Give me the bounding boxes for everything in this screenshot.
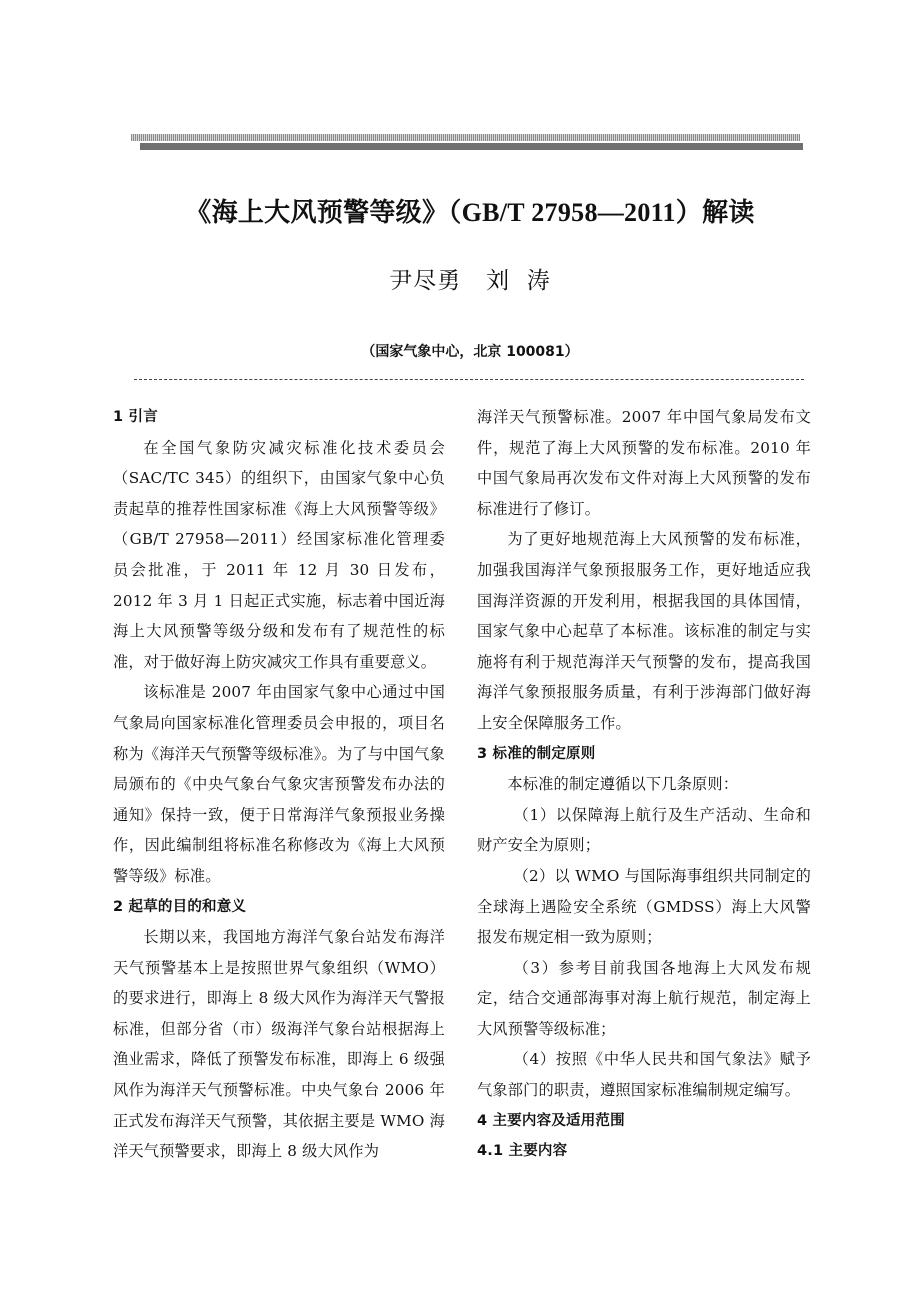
section-1-paragraph-2: 该标准是 2007 年由国家气象中心通过中国气象局向国家标准化管理委员会申报的，项目名称为《海洋天气预警等级标准》。为了与中国气象局颁布的《中央气象台气象灾害预警发布办法的通知》保持一致，便于日常海洋气象预报业务操作，因此编制组将标准名称修改为《海上大风预警等级》标准。 — [113, 683, 445, 885]
right-text-column — [477, 402, 811, 1167]
paper-authors: 尹尽勇 刘 涛 — [389, 268, 551, 294]
section-1-paragraph-1: 在全国气象防灾减灾标准化技术委员会（SAC/TC 345）的组织下，由国家气象中心负责起草的推荐性国家标准《海上大风预警等级》（GB/T 27958—2011）经国家标准化管理委员会批准，于 2011 年 12 月 30 日发布，2012 年 3 月 1 日起正式实施，标志着中国近海海上大风预警等级分级和发布有了规范性的标准，对于做好海上防灾减灾工作具有重要意义。 — [113, 438, 445, 671]
section-3-principle-3: （3）参考目前我国各地海上大风发布规定，结合交通部海事对海上航行规范，制定海上大风预警等级标准； — [477, 958, 811, 1038]
section-4-heading: 4 主要内容及适用范围 — [477, 1112, 625, 1129]
paper-title: 《海上大风预警等级》（GB/T 27958—2011）解读 — [185, 198, 755, 227]
section-4-1-heading: 4.1 主要内容 — [477, 1143, 568, 1160]
section-3-heading: 3 标准的制定原则 — [477, 745, 596, 762]
header-dashed-divider — [134, 379, 804, 380]
section-2-paragraph-1-continued: 海洋天气预警标准。2007 年中国气象局发布文件，规范了海上大风预警的发布标准。2010 年中国气象局再次发布文件对海上大风预警的发布标准进行了修订。 — [477, 408, 811, 518]
section-3-intro: 本标准的制定遵循以下几条原则： — [507, 775, 739, 794]
section-3-principle-2: （2）以 WMO 与国际海事组织共同制定的全球海上遇险安全系统（GMDSS）海上大风警报发布规定相一致为原则； — [477, 866, 811, 947]
section-1-heading: 1 引言 — [113, 409, 158, 425]
header-decorative-hatched-bar — [131, 134, 800, 141]
section-2-paragraph-2: 为了更好地规范海上大风预警的发布标准，加强我国海洋气象预报服务工作，更好地适应我国海洋资源的开发利用，根据我国的具体国情，国家气象中心起草了本标准。该标准的制定与实施将有利于规范海洋天气预警的发布，提高我国海洋气象预报服务质量，有利于涉海部门做好海上安全保障服务工作。 — [477, 530, 811, 732]
header-decorative-solid-bar — [140, 143, 803, 150]
section-3-principle-4: （4）按照《中华人民共和国气象法》赋予气象部门的职责，遵照国家标准编制规定编写。 — [477, 1050, 811, 1100]
section-2-heading: 2 起草的目的和意义 — [113, 898, 247, 915]
section-2-paragraph-1: 长期以来，我国地方海洋气象台站发布海洋天气预警基本上是按照世界气象组织（WMO）的要求进行，即海上 8 级大风作为海洋天气警报标准，但部分省（市）级海洋气象台站根据海上渔业需求，降低了预警发布标准，即海上 6 级强风作为海洋天气预警标准。中央气象台 2006 年正式发布海洋天气预警，其依据主要是 WMO 海洋天气预警要求，即海上 8 级大风作为 — [113, 928, 445, 1161]
left-text-column — [113, 402, 445, 1167]
author-affiliation: （国家气象中心，北京 100081） — [361, 344, 579, 360]
section-3-principle-1: （1）以保障海上航行及生产活动、生命和财产安全为原则； — [477, 805, 811, 855]
